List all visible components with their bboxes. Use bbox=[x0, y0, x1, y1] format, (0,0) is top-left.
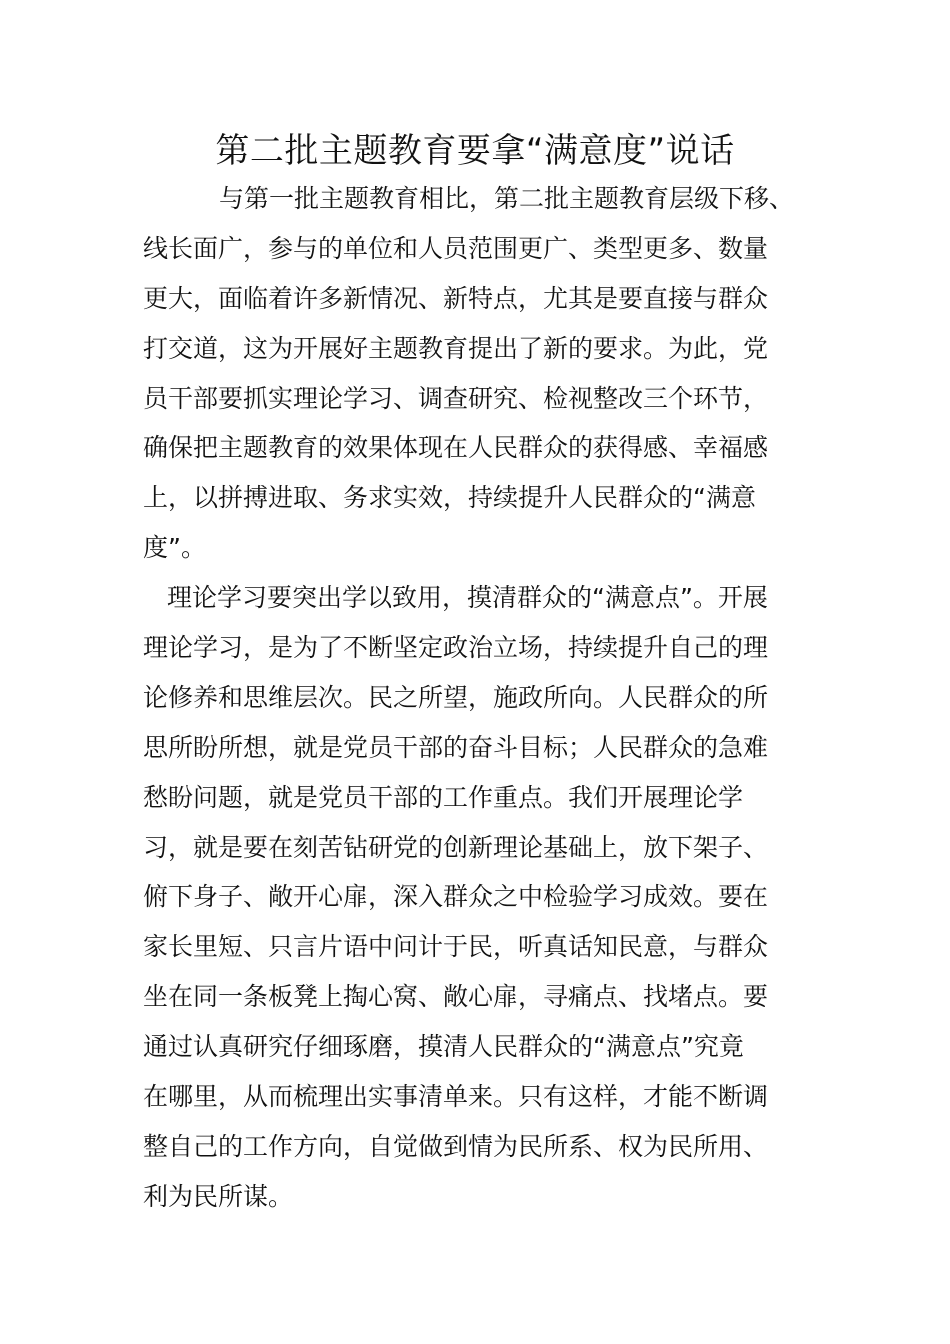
paragraph-line: 度”。 bbox=[143, 533, 206, 563]
paragraph-1 bbox=[143, 174, 809, 573]
paragraph-line: 更大，面临着许多新情况、新特点，尤其是要直接与群众 bbox=[143, 283, 769, 313]
document-title: 第二批主题教育要拿“满意度”说话 bbox=[215, 131, 735, 171]
paragraph-line: 线长面广，参与的单位和人员范围更广、类型更多、数量 bbox=[143, 233, 769, 263]
paragraph-line: 家长里短、只言片语中问计于民，听真话知民意，与群众 bbox=[143, 932, 769, 962]
paragraph-2 bbox=[143, 573, 809, 1222]
paragraph-line: 论修养和思维层次。民之所望，施政所向。人民群众的所 bbox=[143, 682, 769, 712]
paragraph-line: 确保把主题教育的效果体现在人民群众的获得感、幸福感 bbox=[143, 433, 769, 463]
paragraph-line: 思所盼所想，就是党员干部的奋斗目标；人民群众的急难 bbox=[143, 732, 769, 762]
paragraph-line: 愁盼问题，就是党员干部的工作重点。我们开展理论学 bbox=[143, 782, 744, 812]
paragraph-line: 在哪里，从而梳理出实事清单来。只有这样，才能不断调 bbox=[143, 1082, 769, 1112]
paragraph-line: 坐在同一条板凳上掏心窝、敞心扉，寻痛点、找堵点。要 bbox=[143, 982, 769, 1012]
document-body bbox=[143, 174, 809, 1222]
paragraph-line: 打交道，这为开展好主题教育提出了新的要求。为此，党 bbox=[143, 333, 769, 363]
paragraph-line: 理论学习要突出学以致用，摸清群众的“满意点”。开展 bbox=[167, 583, 768, 613]
paragraph-line: 利为民所谋。 bbox=[143, 1181, 294, 1211]
paragraph-line: 通过认真研究仔细琢磨，摸清人民群众的“满意点”究竟 bbox=[143, 1032, 744, 1062]
paragraph-line: 习，就是要在刻苦钻研党的创新理论基础上，放下架子、 bbox=[143, 832, 769, 862]
paragraph-line: 理论学习，是为了不断坚定政治立场，持续提升自己的理 bbox=[143, 633, 769, 663]
paragraph-line: 上，以拼搏进取、务求实效，持续提升人民群众的“满意 bbox=[143, 483, 756, 513]
paragraph-line: 与第一批主题教育相比，第二批主题教育层级下移、 bbox=[219, 184, 795, 213]
paragraph-line: 整自己的工作方向，自觉做到情为民所系、权为民所用、 bbox=[143, 1131, 769, 1161]
paragraph-line: 员干部要抓实理论学习、调查研究、检视整改三个环节， bbox=[143, 383, 769, 413]
paragraph-line: 俯下身子、敞开心扉，深入群众之中检验学习成效。要在 bbox=[143, 882, 769, 912]
